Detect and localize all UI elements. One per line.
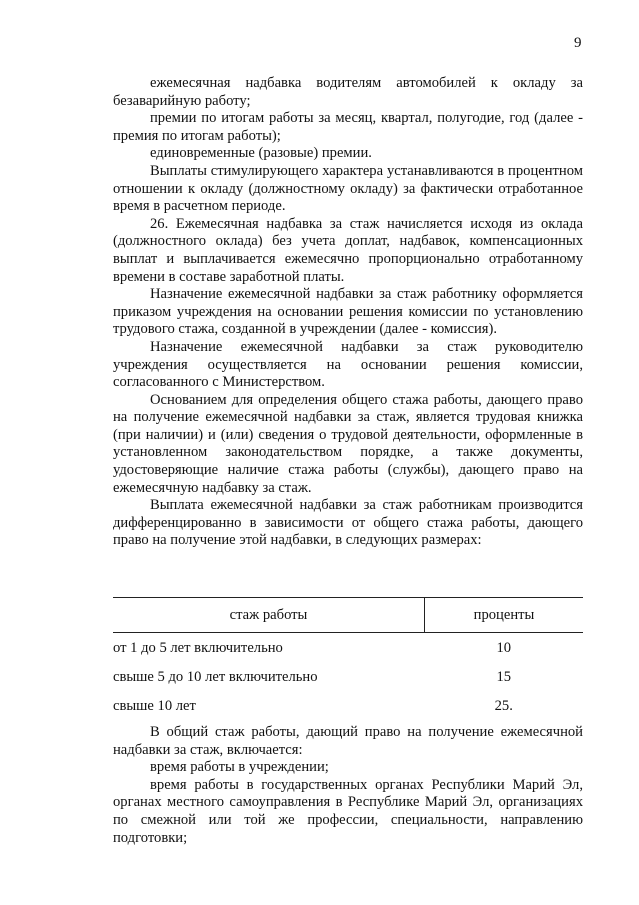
- paragraph: 26. Ежемесячная надбавка за стаж начисляется исходя из оклада (должностного оклада) без учета доплат, надбавок, компенсационных выплат и выплачивается ежемесячно пропорционально отработанному времени в составе заработной платы.: [113, 215, 583, 285]
- paragraph: Выплаты стимулирующего характера устанавливаются в процентном отношении к окладу (должностному окладу) за фактически отработанное время в расчетном периоде.: [113, 162, 583, 215]
- paragraph: премии по итогам работы за месяц, квартал, полугодие, год (далее - премия по итогам работы);: [113, 110, 583, 144]
- column-header-percent: проценты: [425, 598, 584, 633]
- paragraph: Назначение ежемесячной надбавки за стаж работнику оформляется приказом учреждения на основании решения комиссии по установлению трудового стажа, созданной в учреждении (далее - комиссия).: [113, 286, 583, 338]
- paragraph: Выплата ежемесячной надбавки за стаж работникам производится дифференцированно в зависимости от общего стажа работы, дающего право на получение этой надбавки, в следующих размерах:: [113, 497, 583, 549]
- table-cell-percent: 10: [496, 639, 512, 656]
- text-before-table: [113, 75, 583, 550]
- table-cell-seniority: свыше 5 до 10 лет включительно: [113, 668, 318, 685]
- table-cell-percent: 25.: [494, 697, 513, 714]
- paragraph: время работы в учреждении;: [150, 759, 329, 776]
- column-header-seniority: стаж работы: [113, 598, 425, 633]
- table-cell-percent: 15: [496, 668, 512, 685]
- table-cell-seniority: от 1 до 5 лет включительно: [113, 639, 283, 656]
- table-row: [113, 691, 583, 720]
- table-row: [113, 662, 583, 691]
- paragraph: единовременные (разовые) премии.: [150, 145, 372, 162]
- paragraph: Основанием для определения общего стажа работы, дающего право на получение ежемесячной надбавки за стаж, является трудовая книжка (при наличии) и (или) сведения о трудовой деятельности, оформленные в установленном законодательством порядке, а также документы, удостоверяющие наличие стажа работы (службы), дающего право на ежемесячную надбавку за стаж.: [113, 391, 583, 496]
- seniority-rate-table: [113, 597, 583, 720]
- table-cell-seniority: свыше 10 лет: [113, 697, 196, 714]
- paragraph: В общий стаж работы, дающий право на получение ежемесячной надбавки за стаж, включается:: [113, 724, 583, 758]
- text-after-table: [113, 724, 583, 847]
- paragraph: Назначение ежемесячной надбавки за стаж руководителю учреждения осуществляется на основании решения комиссии, согласованного с Министерством.: [113, 338, 583, 391]
- table-row: [113, 633, 583, 663]
- table-header-row: [113, 598, 583, 633]
- paragraph: время работы в государственных органах Республики Марий Эл, органах местного самоуправления в Республике Марий Эл, организациях по смежной или той же профессии, специальности, направлению подготовки;: [113, 776, 583, 846]
- paragraph: ежемесячная надбавка водителям автомобилей к окладу за безаварийную работу;: [113, 75, 583, 109]
- page-number: 9: [574, 35, 582, 51]
